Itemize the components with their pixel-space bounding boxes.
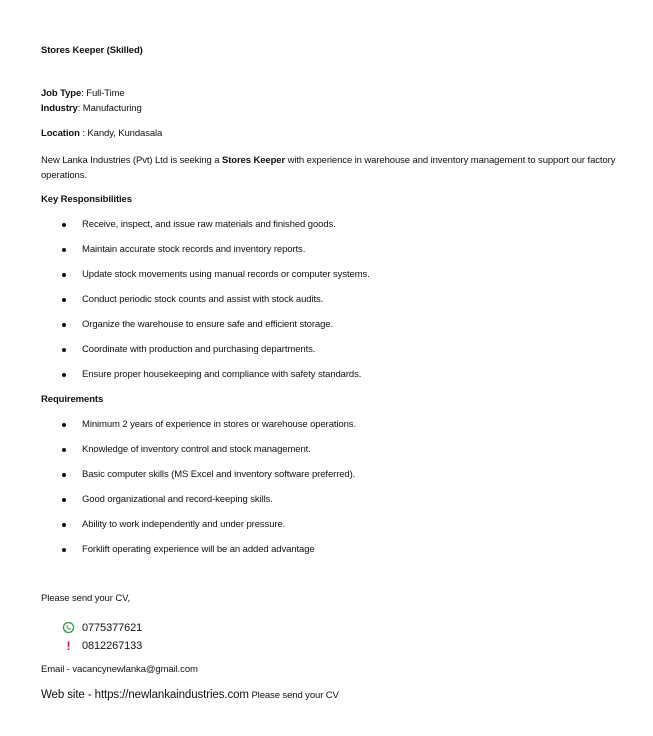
responsibilities-list [60, 219, 370, 394]
phone-number-landline: 0812267133 [82, 640, 143, 652]
list-item-text: Ensure proper housekeeping and compliance with safety standards. [82, 369, 362, 380]
list-item [60, 219, 370, 244]
list-item-text: Good organizational and record-keeping skills. [82, 494, 273, 505]
phone-number-whatsapp: 0775377621 [82, 621, 143, 634]
website-text: Web site - https://newlankaindustries.com [41, 689, 249, 701]
bullet-dot [62, 498, 66, 502]
intro-paragraph [41, 153, 631, 183]
bullet-dot [62, 223, 66, 227]
bullet-dot [62, 548, 66, 552]
list-item-text: Basic computer skills (MS Excel and inventory software preferred). [82, 469, 356, 480]
bullet-dot [62, 323, 66, 327]
list-item [60, 294, 370, 319]
list-item-text: Update stock movements using manual records or computer systems. [82, 269, 370, 280]
list-item [60, 419, 356, 444]
intro-text-end: with experience in warehouse and inventory management to support our factory operations. [41, 155, 616, 181]
job-type-value: : Full-Time [81, 88, 125, 99]
bullet-dot [62, 298, 66, 302]
phone-contact-line [62, 639, 142, 653]
bullet-dot [62, 373, 66, 377]
list-item-text: Knowledge of inventory control and stock management. [82, 444, 311, 455]
bullet-dot [62, 523, 66, 527]
list-item-text: Forklift operating experience will be an added advantage [82, 544, 315, 555]
list-item-text: Maintain accurate stock records and inventory reports. [82, 244, 306, 255]
list-item [60, 269, 370, 294]
bullet-dot [62, 273, 66, 277]
list-item [60, 244, 370, 269]
industry-line [41, 103, 142, 114]
send-cv-text: Please send your CV, [41, 593, 131, 604]
location-label: Location [41, 128, 80, 139]
list-item [60, 519, 356, 544]
list-item [60, 344, 370, 369]
bullet-dot [62, 348, 66, 352]
job-type-line [41, 88, 125, 99]
list-item [60, 369, 370, 394]
list-item-text: Conduct periodic stock counts and assist with stock audits. [82, 294, 324, 305]
list-item [60, 319, 370, 344]
list-item [60, 544, 356, 569]
bullet-dot [62, 248, 66, 252]
industry-value: : Manufacturing [77, 103, 142, 114]
website-line [41, 689, 339, 701]
list-item [60, 444, 356, 469]
list-item-text: Organize the warehouse to ensure safe and efficient storage. [82, 319, 334, 330]
location-value: : Kandy, Kundasala [79, 128, 163, 139]
responsibilities-heading: Key Responsibilities [41, 194, 132, 205]
exclamation-icon: ! [66, 639, 71, 653]
bullet-dot [62, 473, 66, 477]
industry-label: Industry [41, 103, 78, 114]
list-item-text: Receive, inspect, and issue raw materials and finished goods. [82, 219, 336, 230]
whatsapp-contact-line [62, 621, 142, 634]
list-item-text: Ability to work independently and under pressure. [82, 519, 286, 530]
bullet-dot [62, 448, 66, 452]
intro-role-bold: Stores Keeper [221, 155, 286, 166]
requirements-heading: Requirements [41, 394, 104, 405]
list-item [60, 494, 356, 519]
list-item [60, 469, 356, 494]
website-tail-text: Please send your CV [248, 690, 339, 701]
email-line: Email - vacancynewlanka@gmail.com [41, 664, 198, 675]
job-title: Stores Keeper (Skilled) [41, 45, 143, 56]
intro-text-start: New Lanka Industries (Pvt) Ltd is seeking a [41, 155, 222, 166]
location-line [41, 128, 162, 139]
job-type-label: Job Type [41, 88, 82, 99]
list-item-text: Minimum 2 years of experience in stores or warehouse operations. [82, 419, 356, 430]
whatsapp-icon [62, 621, 75, 634]
list-item-text: Coordinate with production and purchasing departments. [82, 344, 316, 355]
bullet-dot [62, 423, 66, 427]
requirements-list [60, 419, 356, 569]
